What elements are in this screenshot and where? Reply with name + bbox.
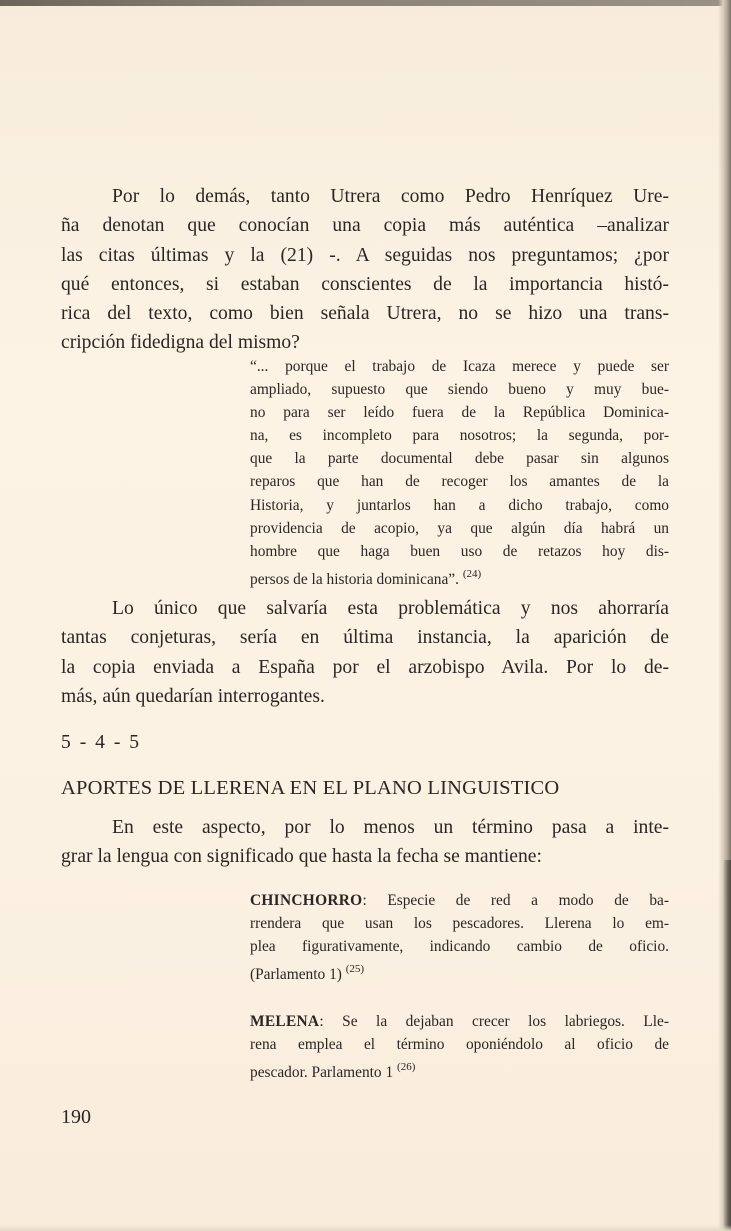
quote-line	[250, 563, 669, 591]
quote-line: reparos que han de recoger los amantes de la	[250, 473, 669, 491]
quote-line: hombre que haga buen uso de retazos hoy dis-	[250, 542, 669, 560]
paragraph-line: grar la lengua con significado que hasta la fecha se mantiene:	[61, 846, 542, 868]
definition-text: : Se la dejaban crecer los labriegos. Lle-	[319, 1013, 669, 1030]
quote-line: que la parte documental debe pasar sin algunos	[250, 450, 669, 468]
definition-line	[250, 958, 669, 986]
definition-line	[250, 889, 669, 912]
paragraph-line: cripción fidedigna del mismo?	[61, 332, 300, 354]
paragraph-line: tantas conjeturas, sería en última instancia, la aparición de	[61, 627, 669, 649]
quote-line: Historia, y juntarlos han a dicho trabajo, como	[250, 496, 669, 514]
definition-line: plea figurativamente, indicando cambio de oficio.	[250, 938, 669, 956]
quote-line: ampliado, supuesto que siendo bueno y muy bue-	[250, 381, 669, 399]
page-number: 190	[61, 1106, 91, 1128]
definition-melena	[250, 1010, 669, 1084]
quote-line: providencia de acopio, ya que algún día habrá un	[250, 519, 669, 537]
block-quote	[250, 355, 669, 591]
paragraph-2	[61, 594, 669, 711]
quote-line: no para ser leído fuera de la República Dominica-	[250, 404, 669, 422]
definition-chinchorro	[250, 889, 669, 986]
paragraph-line: rica del texto, como bien señala Utrera, no se hizo una trans-	[61, 303, 669, 325]
definition-term: MELENA	[250, 1013, 320, 1030]
footnote-ref: (25)	[345, 963, 365, 976]
definition-line	[250, 1056, 669, 1084]
section-title: APORTES DE LLERENA EN EL PLANO LINGUISTICO	[61, 777, 560, 799]
footnote-ref: (24)	[462, 567, 482, 580]
paragraph-line: la copia enviada a España por el arzobispo Avila. Por lo de-	[61, 656, 669, 678]
definition-line: rrendera que usan los pescadores. Llerena lo em-	[250, 915, 669, 933]
paragraph-line: más, aún quedarían interrogantes.	[61, 685, 325, 707]
definition-text: (Parlamento 1)	[250, 966, 342, 984]
quote-line: “... porque el trabajo de Icaza merece y puede ser	[250, 358, 669, 375]
footnote-ref: (26)	[397, 1061, 416, 1074]
paragraph-line: qué entonces, si estaban conscientes de la importancia histó-	[61, 273, 669, 295]
paragraph-line: Por lo demás, tanto Utrera como Pedro Henríquez Ure-	[112, 186, 669, 207]
page-binding-shadow	[723, 860, 731, 1231]
paragraph-line: ña denotan que conocían una copia más auténtica –analizar	[61, 215, 669, 237]
paragraph-line: Lo único que salvaría esta problemática y nos ahorraría	[112, 598, 669, 619]
paragraph-line: las citas últimas y la (21) -. A seguidas nos preguntamos; ¿por	[61, 244, 669, 266]
definition-line	[250, 1010, 669, 1033]
page-bottom-edge	[0, 1225, 731, 1231]
paragraph-3	[61, 813, 669, 872]
section-number: 5 - 4 - 5	[61, 732, 142, 753]
paragraph-1	[61, 182, 669, 358]
quote-line: na, es incompleto para nosotros; la segunda, por-	[250, 427, 669, 445]
definition-line: rena emplea el término oponiéndolo al oficio de	[250, 1036, 669, 1054]
quote-line-text: persos de la historia dominicana”.	[250, 570, 459, 588]
page-top-edge-shadow	[0, 0, 731, 6]
paragraph-line: En este aspecto, por lo menos un término pasa a inte-	[112, 817, 669, 838]
definition-term: CHINCHORRO	[250, 892, 363, 909]
definition-text: pescador. Parlamento 1	[250, 1064, 394, 1082]
definition-text: : Especie de red a modo de ba-	[362, 892, 669, 909]
